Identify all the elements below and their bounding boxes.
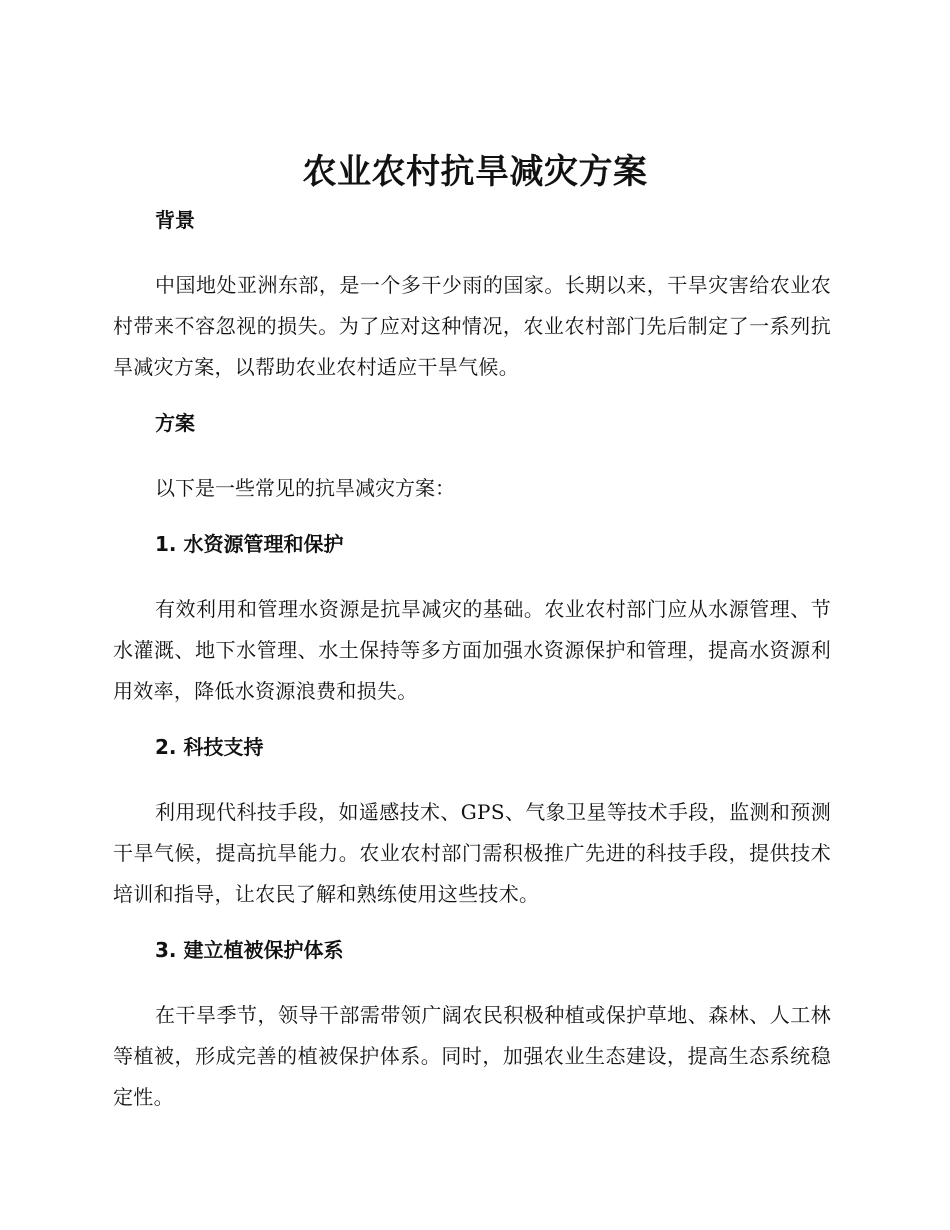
paragraph-plan-intro: 以下是一些常见的抗旱减灾方案： [155, 476, 455, 500]
section-heading-plan: 方案 [155, 411, 195, 435]
paragraph-item-2: 利用现代科技手段，如遥感技术、GPS、气象卫星等技术手段，监测和预测干旱气候，提高抗旱能力。农业农村部门需积极推广先进的科技手段，提供技术培训和指导，让农民了解和熟练使用这些技术。 [113, 800, 831, 906]
document-title: 农业农村抗旱减灾方案 [302, 152, 648, 192]
section-heading-background: 背景 [155, 208, 195, 232]
item-heading-2: 2. 科技支持 [155, 735, 264, 759]
document-body [113, 205, 831, 1118]
item-heading-3: 3. 建立植被保护体系 [155, 938, 344, 962]
item-heading-1: 1. 水资源管理和保护 [155, 532, 344, 556]
paragraph-item-1: 有效利用和管理水资源是抗旱减灾的基础。农业农村部门应从水源管理、节水灌溉、地下水管理、水土保持等多方面加强水资源保护和管理，提高水资源利用效率，降低水资源浪费和损失。 [113, 597, 831, 703]
paragraph-background: 中国地处亚洲东部，是一个多干少雨的国家。长期以来，干旱灾害给农业农村带来不容忽视的损失。为了应对这种情况，农业农村部门先后制定了一系列抗旱减灾方案，以帮助农业农村适应干旱气候。 [113, 273, 831, 379]
paragraph-item-3: 在干旱季节，领导干部需带领广阔农民积极种植或保护草地、森林、人工林等植被，形成完善的植被保护体系。同时，加强农业生态建设，提高生态系统稳定性。 [113, 1003, 831, 1109]
